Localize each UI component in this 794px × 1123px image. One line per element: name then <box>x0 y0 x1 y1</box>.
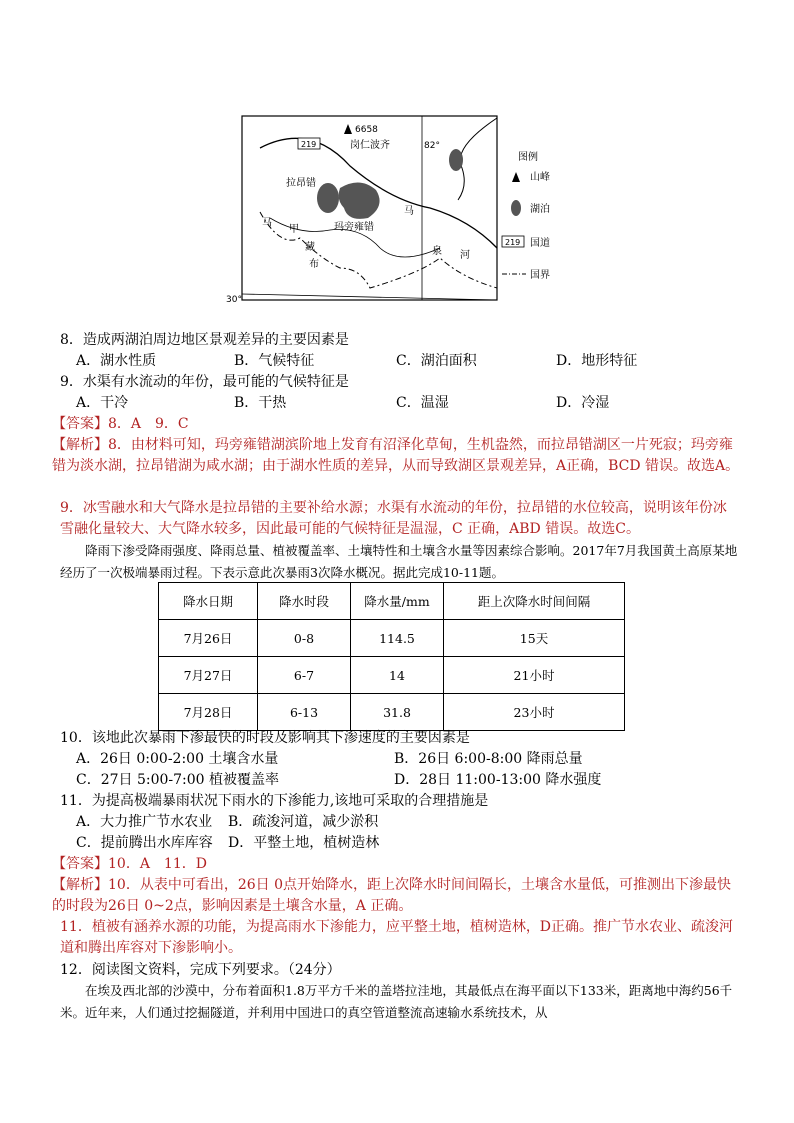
answer-block-2 <box>52 854 732 874</box>
q9-option-a: A．干冷 <box>76 395 129 411</box>
river-char: 布 <box>309 259 319 270</box>
rainfall-table <box>158 582 625 731</box>
q8-option-b: B．气候特征 <box>234 353 315 369</box>
question-11-options-row1 <box>76 812 740 832</box>
material-rainfall: 降雨下渗受降雨强度、降雨总量、植被覆盖率、土壤特性和土壤含水量等因素综合影响。2017年7月我国黄土高原某地经历了一次极端暴雨过程。下表示意此次暴雨3次降水概况。据此完成10-11题。 <box>60 543 738 580</box>
question-9-stem: 9．水渠有水流动的年份，最可能的气候特征是 <box>60 374 349 390</box>
legend-border: 国界 <box>530 270 550 281</box>
longitude-label: 82° <box>424 141 440 151</box>
table-cell: 6-7 <box>258 657 351 694</box>
table-header: 降水量/mm <box>351 583 444 620</box>
question-8-options <box>76 351 740 371</box>
lake1-label: 拉昂错 <box>286 178 316 189</box>
table-row <box>159 620 625 657</box>
legend-lake: 湖泊 <box>530 204 550 215</box>
answer-block-1 <box>52 414 732 434</box>
legend-peak-icon <box>512 172 520 182</box>
q8-option-c: C．湖泊面积 <box>396 353 477 369</box>
q8-option-d: D．地形特征 <box>556 353 638 369</box>
q10-option-c: C．27日 5:00-7:00 植被覆盖率 <box>76 772 280 788</box>
table-row <box>159 694 625 731</box>
lake-mapangyongcuo <box>339 182 380 218</box>
lake-small <box>449 149 463 171</box>
q11-option-c: C．提前腾出水库库容 <box>76 835 213 851</box>
latitude-line <box>242 294 497 300</box>
table-row <box>159 657 625 694</box>
q11-option-b: B．疏浚河道，减少淤积 <box>228 814 379 830</box>
river-char: 河 <box>460 250 470 261</box>
latitude-label: 30° <box>226 295 242 305</box>
table-cell: 14 <box>351 657 444 694</box>
explanation-10 <box>52 875 740 917</box>
table-cell: 15天 <box>444 620 625 657</box>
question-9-options <box>76 393 740 413</box>
question-10-options-row2 <box>76 770 740 790</box>
lake2-label: 玛旁雍错 <box>334 222 374 233</box>
legend-road: 国道 <box>530 238 550 249</box>
river-char: 泉 <box>432 246 442 257</box>
table-header-row <box>159 583 625 620</box>
legend-lake-icon <box>511 200 521 216</box>
peak-icon <box>344 124 352 134</box>
lake-region-map <box>200 108 560 318</box>
q11-option-a: A．大力推广节水农业 <box>76 814 213 830</box>
table-cell: 31.8 <box>351 694 444 731</box>
table-header: 降水时段 <box>258 583 351 620</box>
explanation-8-text: 8．由材料可知，玛旁雍错湖滨阶地上发育有沼泽化草甸，生机盎然，而拉昂错湖区一片死寂；玛旁雍错为淡水湖，拉昂错湖为咸水湖；由于湖水性质的差异，从而导致湖区景观差异，A正确，BCD 错误。故选A。 <box>52 437 740 474</box>
q9-option-b: B．干热 <box>234 395 287 411</box>
answer-tag: 【答案】 <box>52 856 108 872</box>
q11-option-d: D．平整土地，植树造林 <box>228 835 380 851</box>
table-cell: 7月28日 <box>159 694 258 731</box>
river-char: 甲 <box>289 224 299 235</box>
river-char: 马 <box>404 206 414 217</box>
explanation-10-text: 10．从表中可看出，26日 0点开始降水，距上次降水时间间隔长，土壤含水量低，可推测出下渗最快的时段为26日 0~2点，影响因素是土壤含水量，A 正确。 <box>52 877 731 914</box>
legend-peak: 山峰 <box>530 172 550 183</box>
table-cell: 6-13 <box>258 694 351 731</box>
question-11-stem: 11．为提高极端暴雨状况下雨水的下渗能力,该地可采取的合理措施是 <box>60 793 489 809</box>
table-cell: 114.5 <box>351 620 444 657</box>
answer-tag: 【答案】 <box>52 416 108 432</box>
road-branch <box>458 118 497 200</box>
table-cell: 23小时 <box>444 694 625 731</box>
table-cell: 7月27日 <box>159 657 258 694</box>
question-12-stem: 12．阅读图文资料，完成下列要求。（24分） <box>60 962 341 978</box>
question-11-options-row2 <box>76 833 740 853</box>
table-cell: 21小时 <box>444 657 625 694</box>
peak-elevation: 6658 <box>355 125 378 135</box>
question-10-options-row1 <box>76 749 740 769</box>
question-10-stem: 10．该地此次暴雨下渗最快的时段及影响其下渗速度的主要因素是 <box>60 730 470 746</box>
answer-text: 10．A 11．D <box>108 856 207 872</box>
q8-option-a: A．湖水性质 <box>76 353 157 369</box>
explanation-11: 11．植被有涵养水源的功能，为提高雨水下渗能力，应平整土地，植树造林，D正确。推广节水农业、疏浚河道和腾出库容对下渗影响小。 <box>60 919 734 956</box>
explanation-9: 9．冰雪融水和大气降水是拉昂错的主要补给水源；水渠有水流动的年份，拉昂错的水位较高，说明该年份冰雪融化量较大、大气降水较多，因此最可能的气候特征是温湿，C 正确，ABD 错误。故选C。 <box>60 500 727 537</box>
explanation-tag: 【解析】 <box>52 437 108 453</box>
table-cell: 7月26日 <box>159 620 258 657</box>
q9-option-c: C．温湿 <box>396 395 449 411</box>
legend-road-number: 219 <box>505 238 521 247</box>
q10-option-a: A．26日 0:00-2:00 土壤含水量 <box>76 751 279 767</box>
question-8-stem: 8．造成两湖泊周边地区景观差异的主要因素是 <box>60 332 349 348</box>
river-char: 马 <box>262 218 272 229</box>
q10-option-b: B．26日 6:00-8:00 降雨总量 <box>394 751 583 767</box>
table-header: 降水日期 <box>159 583 258 620</box>
explanation-8 <box>52 435 740 477</box>
q9-option-d: D．冷湿 <box>556 395 610 411</box>
table-cell: 0-8 <box>258 620 351 657</box>
answer-text: 8．A 9．C <box>108 416 189 432</box>
legend-title: 图例 <box>518 152 538 163</box>
road-number-top: 219 <box>301 140 317 149</box>
explanation-tag: 【解析】 <box>52 877 108 893</box>
lake-laangcuo <box>317 183 339 213</box>
material-qattara: 在埃及西北部的沙漠中，分布着面积1.8万平方千米的盖塔拉洼地，其最低点在海平面以下133米，距离地中海约56千米。近年来，人们通过挖掘隧道，并利用中国进口的真空管道整流高速输水系统技术，从 <box>60 983 733 1020</box>
river-char: 藏 <box>305 242 315 253</box>
q10-option-d: D．28日 11:00-13:00 降水强度 <box>394 772 602 788</box>
peak-name: 岗仁波齐 <box>350 140 390 151</box>
table-header: 距上次降水时间间隔 <box>444 583 625 620</box>
